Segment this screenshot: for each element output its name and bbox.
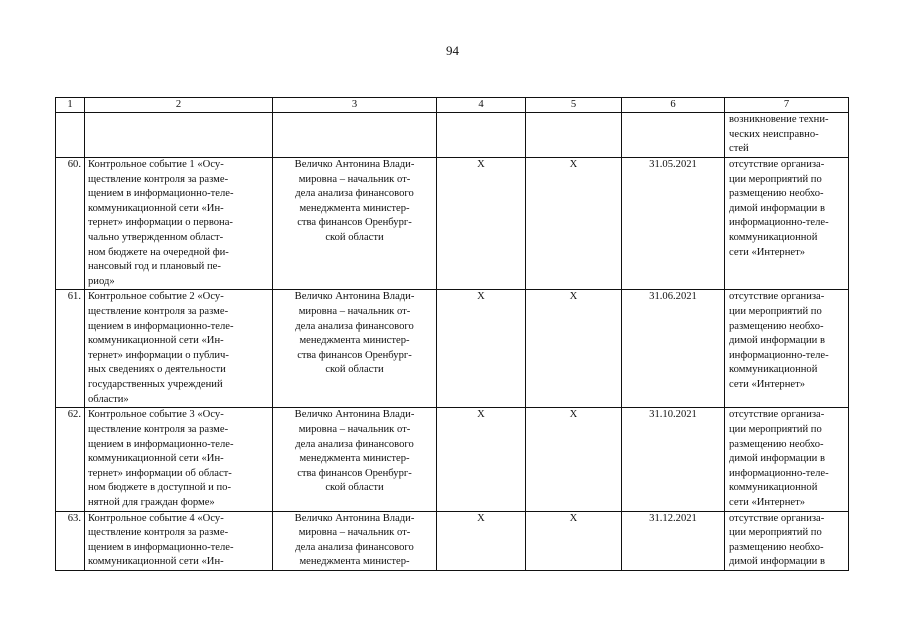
col5-cell: X (526, 408, 622, 511)
note-cell: отсутствие организа- ции мероприятий по размещению необхо- димой информации в информационно-теле- коммуникационной сети «Интернет» (725, 158, 849, 290)
event-cell (85, 113, 273, 158)
note-cell: отсутствие организа- ции мероприятий по размещению необхо- димой информации в информационно-теле- коммуникационной сети «Интернет» (725, 290, 849, 408)
column-header: 6 (622, 98, 725, 113)
table-row (56, 158, 849, 290)
event-cell: Контрольное событие 4 «Осу- ществление контроля за разме- щением в информационно-теле- коммуникационной сети «Ин- (85, 511, 273, 570)
date-cell: 31.05.2021 (622, 158, 725, 290)
col4-cell: X (437, 158, 526, 290)
row-number-cell: 61. (56, 290, 85, 408)
document-table (55, 97, 849, 571)
responsible-cell: Величко Антонина Влади- мировна – начальник от- дела анализа финансового менеджмента министер- ства финансов Оренбург- ской области (273, 408, 437, 511)
column-header: 3 (273, 98, 437, 113)
date-cell: 31.12.2021 (622, 511, 725, 570)
column-header: 4 (437, 98, 526, 113)
table-row (56, 408, 849, 511)
col4-cell: X (437, 408, 526, 511)
col4-cell (437, 113, 526, 158)
row-number-cell: 62. (56, 408, 85, 511)
col4-cell: X (437, 290, 526, 408)
date-cell: 31.06.2021 (622, 290, 725, 408)
column-header: 1 (56, 98, 85, 113)
row-number-cell: 60. (56, 158, 85, 290)
page-number: 94 (446, 43, 459, 58)
column-header: 7 (725, 98, 849, 113)
col5-cell: X (526, 511, 622, 570)
event-cell: Контрольное событие 1 «Осу- ществление контроля за разме- щением в информационно-теле- коммуникационной сети «Ин- тернет» информации о первона- чально утвержденном област- ном бюджете на очередной фи- нансовый год и плановый пе- риод» (85, 158, 273, 290)
note-cell: отсутствие организа- ции мероприятий по размещению необхо- димой информации в информационно-теле- коммуникационной сети «Интернет» (725, 408, 849, 511)
responsible-cell: Величко Антонина Влади- мировна – начальник от- дела анализа финансового менеджмента министер- ства финансов Оренбург- ской области (273, 158, 437, 290)
table-row-continuation (56, 113, 849, 158)
table-row (56, 511, 849, 570)
column-header: 5 (526, 98, 622, 113)
row-number-cell (56, 113, 85, 158)
table-header-row (56, 98, 849, 113)
note-cell: отсутствие организа- ции мероприятий по размещению необхо- димой информации в (725, 511, 849, 570)
col5-cell (526, 113, 622, 158)
date-cell (622, 113, 725, 158)
note-cell: возникновение техни- ческих неисправно- стей (725, 113, 849, 158)
responsible-cell: Величко Антонина Влади- мировна – начальник от- дела анализа финансового менеджмента министер- (273, 511, 437, 570)
event-cell: Контрольное событие 3 «Осу- ществление контроля за разме- щением в информационно-теле- коммуникационной сети «Ин- тернет» информации об област- ном бюджете в доступной и по- нятной для граждан форме» (85, 408, 273, 511)
date-cell: 31.10.2021 (622, 408, 725, 511)
table-row (56, 290, 849, 408)
column-header: 2 (85, 98, 273, 113)
col5-cell: X (526, 290, 622, 408)
row-number-cell: 63. (56, 511, 85, 570)
event-cell: Контрольное событие 2 «Осу- ществление контроля за разме- щением в информационно-теле- коммуникационной сети «Ин- тернет» информации о публич- ных сведениях о деятельности государственных учреждений области» (85, 290, 273, 408)
col4-cell: X (437, 511, 526, 570)
responsible-cell (273, 113, 437, 158)
responsible-cell: Величко Антонина Влади- мировна – начальник от- дела анализа финансового менеджмента министер- ства финансов Оренбург- ской области (273, 290, 437, 408)
col5-cell: X (526, 158, 622, 290)
